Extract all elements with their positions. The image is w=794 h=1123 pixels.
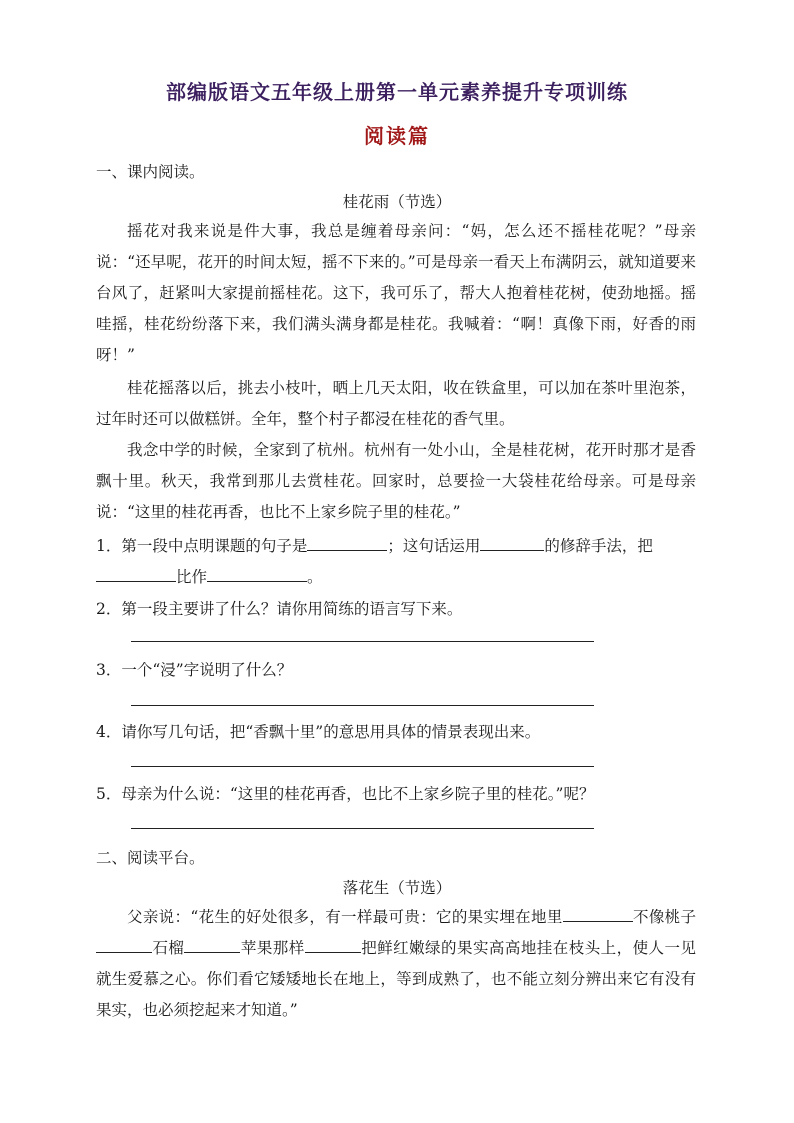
- fill-blank-2a[interactable]: [563, 907, 633, 922]
- answer-line-5[interactable]: [131, 828, 594, 829]
- question-2: 2．第一段主要讲了什么？请你用简练的语言写下来。: [96, 600, 463, 618]
- answer-line-4[interactable]: [131, 766, 594, 767]
- question-5: 5．母亲为什么说：“这里的桂花再香，也比不上家乡院子里的桂花。”呢？: [96, 785, 595, 803]
- fill-blank-2c[interactable]: [184, 938, 240, 953]
- question-3: 3．一个“浸”字说明了什么？: [96, 661, 293, 679]
- passage1-paragraph-1: 摇花对我来说是件大事，我总是缠着母亲问：“妈，怎么还不摇桂花呢？”母亲说：“还早呢，花开的时间太短，摇不下来的。”可是母亲一看天上布满阴云，就知道要来台风了，赶紧叫大家提前摇桂花。这下，我可乐了，帮大人抱着桂花树，使劲地摇。摇哇摇，桂花纷纷落下来，我们满头满身都是桂花。我喊着：“啊！真像下雨，好香的雨呀！”: [96, 222, 696, 364]
- section2-heading: 二、阅读平台。: [96, 849, 205, 867]
- passage1-paragraph-2: 桂花摇落以后，挑去小枝叶，晒上几天太阳，收在铁盒里，可以加在茶叶里泡茶，过年时还可以做糕饼。全年，整个村子都浸在桂花的香气里。: [96, 379, 696, 428]
- passage2-part-e: 把鲜红嫩绿的果实高高地挂在枝头上，使人一见就生爱慕之心。你们看它矮矮地长在地上，等到成熟了，也不能立刻分辨出来它有没有果实，也必须挖起来才知道。”: [96, 939, 696, 1019]
- passage2-part-d: 苹果那样: [240, 939, 305, 957]
- answer-blank-1a[interactable]: [307, 536, 387, 551]
- passage2-paragraph-1: [96, 902, 696, 1026]
- passage1-title: 桂花雨（节选）: [342, 193, 452, 211]
- worksheet-subtitle: 阅读篇: [364, 124, 430, 148]
- worksheet-title: 部编版语文五年级上册第一单元素养提升专项训练: [166, 80, 628, 104]
- question-4: 4．请你写几句话，把“香飘十里”的意思用具体的情景表现出来。: [96, 723, 541, 741]
- question-1-part-b: ；这句话运用: [387, 537, 481, 555]
- fill-blank-2d[interactable]: [305, 938, 361, 953]
- answer-blank-1b[interactable]: [480, 536, 544, 551]
- question-1-part-d: 比作: [176, 568, 208, 586]
- question-1-part-c: 的修辞手法，把: [544, 537, 653, 555]
- passage2-part-b: 不像桃子: [632, 908, 696, 926]
- passage1-paragraph-3: 我念中学的时候，全家到了杭州。杭州有一处小山，全是桂花树，花开时那才是香飘十里。秋天，我常到那儿去赏桂花。回家时，总要捡一大袋桂花给母亲。可是母亲说：“这里的桂花再香，也比不上家乡院子里的桂花。”: [96, 441, 696, 521]
- answer-line-3[interactable]: [131, 705, 594, 706]
- passage2-part-a: 父亲说：“花生的好处很多，有一样最可贵：它的果实埋在地里: [127, 908, 563, 926]
- answer-blank-1d[interactable]: [207, 567, 307, 582]
- fill-blank-2b[interactable]: [96, 938, 152, 953]
- answer-line-2[interactable]: [131, 641, 594, 642]
- question-1-part-e: 。: [307, 568, 323, 586]
- question-1-part-a: 1．第一段中点明课题的句子是: [96, 537, 308, 555]
- passage2-part-c: 石榴: [152, 939, 185, 957]
- passage2-title: 落花生（节选）: [342, 879, 452, 897]
- question-1: [96, 534, 653, 556]
- answer-blank-1c[interactable]: [96, 567, 176, 582]
- section1-heading: 一、课内阅读。: [96, 163, 205, 181]
- question-1-continued: [96, 565, 323, 587]
